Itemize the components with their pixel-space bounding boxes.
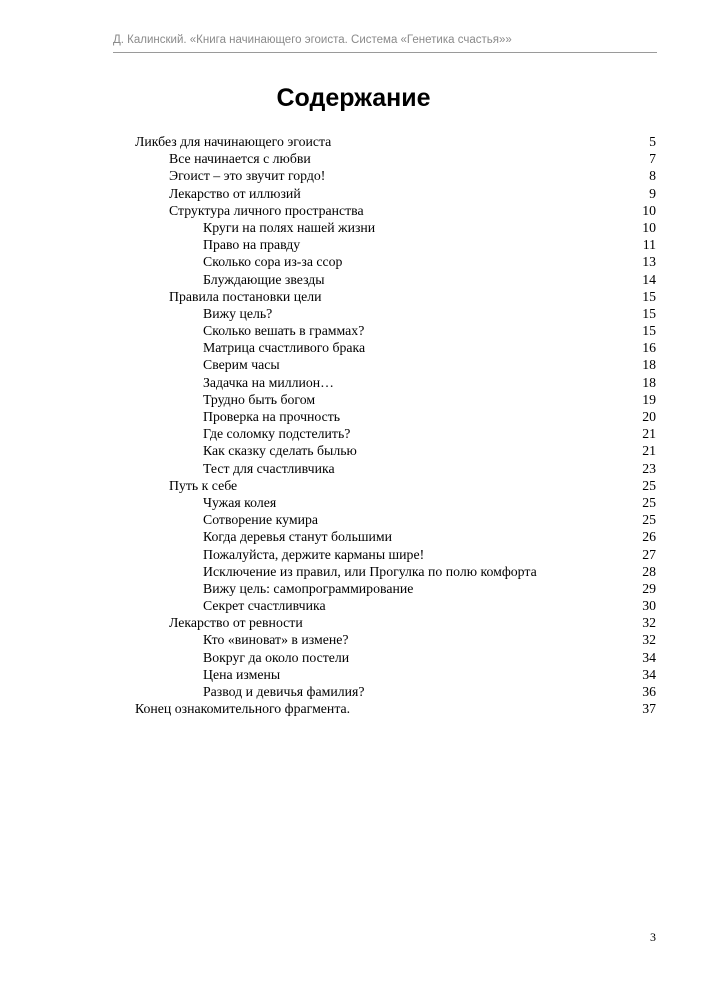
header-divider: [113, 52, 657, 53]
toc-entry-label[interactable]: Право на правду: [203, 237, 301, 253]
toc-entry[interactable]: [0, 425, 707, 442]
toc-entry[interactable]: [0, 219, 707, 236]
toc-entry[interactable]: [0, 580, 707, 597]
toc-entry-label[interactable]: Сверим часы: [203, 357, 280, 373]
toc-entry-page[interactable]: 5: [649, 134, 656, 149]
toc-entry-label[interactable]: Когда деревья станут большими: [203, 529, 392, 545]
toc-entry-page[interactable]: 25: [642, 494, 656, 510]
toc-entry[interactable]: [0, 631, 707, 648]
toc-entry-label[interactable]: Чужая колея: [203, 494, 277, 510]
toc-entry[interactable]: [0, 700, 707, 717]
toc-entry-label[interactable]: Правила постановки цели: [169, 288, 322, 304]
toc-entry-page[interactable]: 34: [642, 666, 656, 682]
toc-entry-label[interactable]: Как сказку сделать былью: [203, 443, 357, 459]
toc-entry[interactable]: [0, 494, 707, 511]
toc-entry-page[interactable]: 30: [642, 598, 656, 614]
toc-entry-page[interactable]: 25: [642, 512, 656, 528]
toc-entry[interactable]: [0, 442, 707, 459]
toc-entry-page[interactable]: 7: [649, 151, 656, 167]
toc-entry-page[interactable]: 11: [642, 237, 656, 253]
toc-entry-page[interactable]: 34: [642, 649, 656, 665]
toc-entry[interactable]: [0, 356, 707, 373]
toc-entry[interactable]: [0, 202, 707, 219]
toc-entry-label[interactable]: Конец ознакомительного фрагмента.: [135, 701, 351, 717]
toc-entry-label[interactable]: Структура личного пространства: [169, 202, 364, 218]
toc-entry-page[interactable]: 28: [642, 563, 656, 579]
toc-entry-page[interactable]: 8: [649, 168, 656, 184]
toc-entry-label[interactable]: Все начинается с любви: [169, 151, 311, 167]
toc-entry-label[interactable]: Сколько сора из-за ссор: [203, 254, 343, 270]
toc-entry-page[interactable]: 18: [642, 374, 656, 390]
toc-entry-page[interactable]: 37: [642, 701, 656, 717]
toc-entry-label[interactable]: Матрица счастливого брака: [203, 340, 366, 356]
toc-entry[interactable]: [0, 271, 707, 288]
toc-entry-label[interactable]: Лекарство от иллюзий: [169, 185, 301, 201]
toc-entry-page[interactable]: 32: [642, 632, 656, 648]
toc-entry[interactable]: [0, 339, 707, 356]
toc-entry-label[interactable]: Круги на полях нашей жизни: [203, 219, 376, 235]
toc-entry[interactable]: [0, 408, 707, 425]
toc-entry[interactable]: [0, 185, 707, 202]
toc-entry-page[interactable]: 20: [642, 409, 656, 424]
toc-entry[interactable]: [0, 683, 707, 700]
toc-entry-page[interactable]: 16: [642, 340, 656, 356]
toc-entry-page[interactable]: 27: [642, 546, 656, 562]
toc-entry-label[interactable]: Путь к себе: [169, 477, 238, 493]
toc-entry[interactable]: [0, 511, 707, 528]
toc-entry-label[interactable]: Вижу цель: самопрограммирование: [203, 580, 414, 596]
toc-entry-page[interactable]: 21: [642, 426, 656, 442]
toc-entry[interactable]: [0, 253, 707, 270]
toc-entry-page[interactable]: 25: [642, 477, 656, 493]
toc-entry-label[interactable]: Где соломку подстелить?: [203, 426, 351, 442]
toc-entry-page[interactable]: 36: [642, 684, 656, 699]
toc-entry[interactable]: [0, 133, 707, 150]
toc-entry-label[interactable]: Лекарство от ревности: [169, 615, 303, 631]
toc-entry-page[interactable]: 10: [642, 219, 656, 235]
toc-entry-page[interactable]: 32: [642, 615, 656, 631]
toc-entry-page[interactable]: 26: [642, 529, 656, 545]
toc-entry-page[interactable]: 15: [642, 305, 656, 321]
toc-entry[interactable]: [0, 563, 707, 580]
toc-entry-label[interactable]: Тест для счастливчика: [203, 460, 335, 476]
toc-entry[interactable]: [0, 666, 707, 683]
toc-entry-page[interactable]: 9: [649, 185, 656, 201]
toc-entry-label[interactable]: Исключение из правил, или Прогулка по полю комфорта: [203, 563, 537, 579]
toc-entry-label[interactable]: Секрет счастливчика: [203, 598, 326, 614]
page-title: Содержание: [276, 84, 431, 112]
toc-entry-label[interactable]: Развод и девичья фамилия?: [203, 684, 365, 699]
toc-entry[interactable]: [0, 477, 707, 494]
toc-entry[interactable]: [0, 236, 707, 253]
toc-entry-page[interactable]: 10: [642, 202, 656, 218]
toc-entry-page[interactable]: 15: [642, 323, 656, 339]
toc-entry-label[interactable]: Кто «виноват» в измене?: [203, 632, 349, 648]
toc-entry-label[interactable]: Эгоист – это звучит гордо!: [169, 168, 326, 184]
toc-entry[interactable]: [0, 614, 707, 631]
toc-entry-label[interactable]: Сколько вешать в граммах?: [203, 323, 365, 339]
toc-entry[interactable]: [0, 597, 707, 614]
toc-entry-page[interactable]: 13: [642, 254, 656, 270]
table-of-contents: [0, 133, 707, 717]
toc-entry-label[interactable]: Вижу цель?: [203, 305, 273, 321]
toc-entry[interactable]: [0, 288, 707, 305]
toc-entry[interactable]: [0, 374, 707, 391]
toc-entry-page[interactable]: 23: [642, 460, 656, 476]
toc-entry[interactable]: [0, 460, 707, 477]
toc-entry-label[interactable]: Пожалуйста, держите карманы шире!: [203, 546, 425, 562]
toc-entry-page[interactable]: 15: [642, 288, 656, 304]
toc-entry-label[interactable]: Проверка на прочность: [203, 409, 341, 424]
toc-entry[interactable]: [0, 528, 707, 545]
toc-entry-label[interactable]: Задачка на миллион…: [203, 374, 334, 390]
toc-entry-label[interactable]: Сотворение кумира: [203, 512, 318, 528]
toc-entry[interactable]: [0, 150, 707, 167]
running-header: Д. Калинский. «Книга начинающего эгоиста. Система «Генетика счастья»»: [113, 34, 512, 46]
toc-entry-label[interactable]: Трудно быть богом: [203, 391, 316, 407]
page-number: 3: [650, 930, 656, 944]
toc-entry[interactable]: [0, 546, 707, 563]
toc-entry[interactable]: [0, 167, 707, 184]
toc-entry[interactable]: [0, 391, 707, 408]
toc-entry-page[interactable]: 18: [642, 357, 656, 373]
toc-entry-page[interactable]: 21: [642, 443, 656, 459]
toc-entry-label[interactable]: Вокруг да около постели: [203, 649, 350, 665]
toc-entry-label[interactable]: Блуждающие звезды: [203, 271, 325, 287]
toc-entry-label[interactable]: Цена измены: [203, 666, 281, 682]
toc-entry-page[interactable]: 19: [642, 391, 656, 407]
toc-entry-label[interactable]: Ликбез для начинающего эгоиста: [135, 134, 332, 149]
toc-entry[interactable]: [0, 322, 707, 339]
toc-entry[interactable]: [0, 305, 707, 322]
toc-entry[interactable]: [0, 649, 707, 666]
toc-entry-page[interactable]: 14: [642, 271, 656, 287]
toc-entry-page[interactable]: 29: [642, 580, 656, 596]
